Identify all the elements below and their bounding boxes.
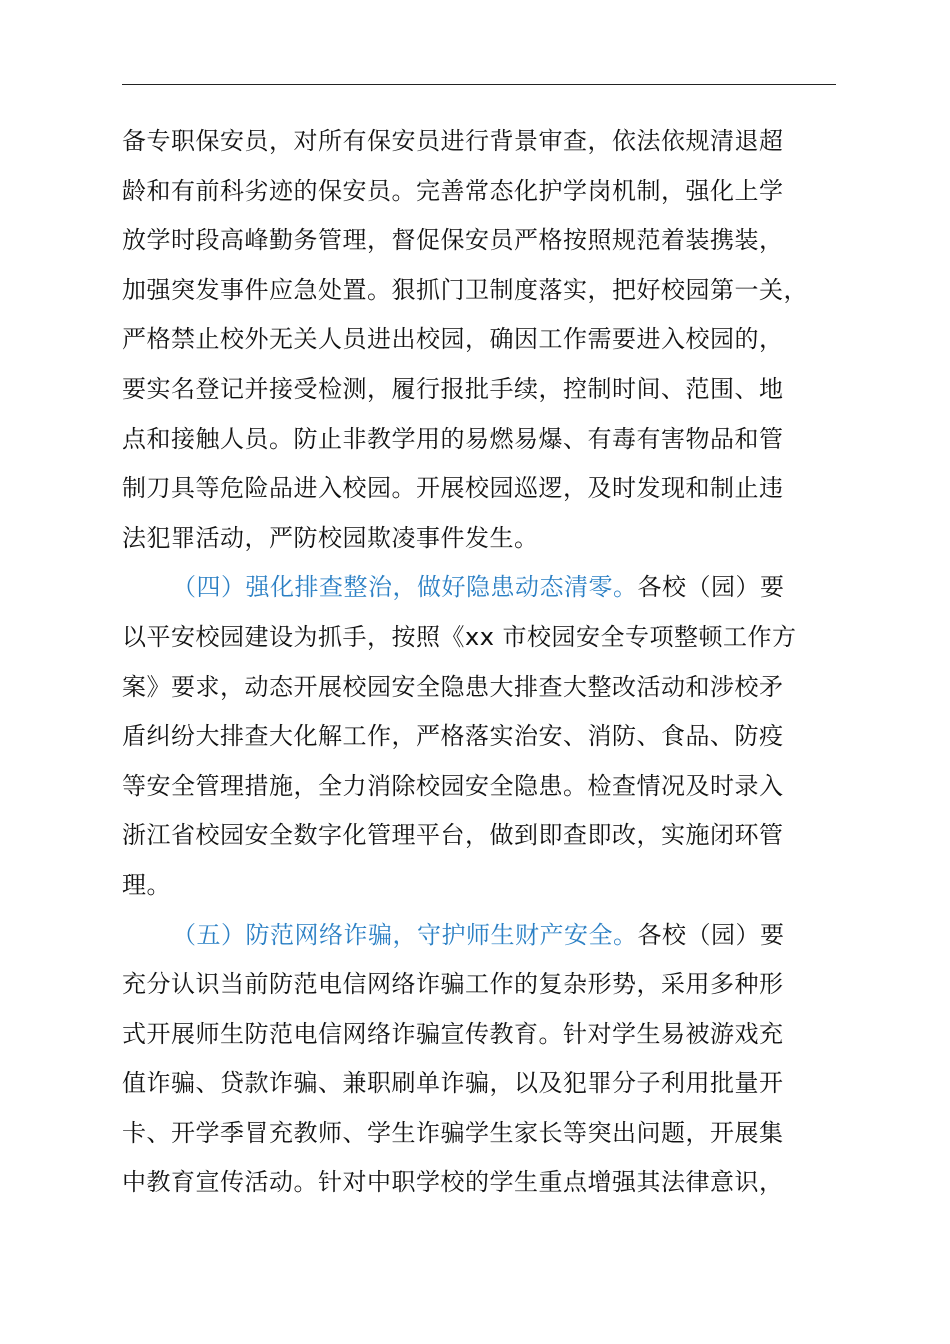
text-line: 以平安校园建设为抓手，按照《xx 市校园安全专项整顿工作方 [122,622,797,651]
section-heading-line [122,563,836,613]
text-line: 备专职保安员，对所有保安员进行背景审查，依法依规清退超 [122,127,784,155]
text-line: 盾纠纷大排查大化解工作，严格落实治安、消防、食品、防疫 [122,722,784,751]
text-line: 点和接触人员。防止非教学用的易燃易爆、有毒有害物品和管 [122,424,784,453]
text-line: 严格禁止校外无关人员进出校园，确因工作需要进入校园的， [122,325,784,354]
text-line: 放学时段高峰勤务管理，督促保安员严格按照规范着装携装， [122,226,784,255]
text-line: 制刀具等危险品进入校园。开展校园巡逻，及时发现和制止违 [122,474,784,503]
section-lead-text: 各校（园）要 [637,920,785,949]
text-line: 理。 [122,870,171,899]
header-rule [122,84,836,85]
text-line: 加强突发事件应急处置。狠抓门卫制度落实，把好校园第一关， [122,275,808,304]
text-line: 案》要求，动态开展校园安全隐患大排查大整改活动和涉校矛 [122,672,784,701]
text-line: 浙江省校园安全数字化管理平台，做到即查即改，实施闭环管 [122,821,784,850]
text-line: 龄和有前科劣迹的保安员。完善常态化护学岗机制，强化上学 [122,176,784,205]
section-heading-5: （五）防范网络诈骗，守护师生财产安全。 [172,920,638,949]
text-line: 等安全管理措施，全力消除校园安全隐患。检查情况及时录入 [122,771,784,800]
text-line: 中教育宣传活动。针对中职学校的学生重点增强其法律意识， [122,1168,784,1197]
text-line: 值诈骗、贷款诈骗、兼职刷单诈骗，以及犯罪分子利用批量开 [122,1069,784,1098]
text-line: 式开展师生防范电信网络诈骗宣传教育。针对学生易被游戏充 [122,1019,784,1048]
section-heading-4: （四）强化排查整治，做好隐患动态清零。 [172,573,638,602]
section-heading-line [122,911,836,961]
text-line: 法犯罪活动，严防校园欺凌事件发生。 [122,523,539,552]
text-line: 卡、开学季冒充教师、学生诈骗学生家长等突出问题，开展集 [122,1118,784,1147]
section-lead-text: 各校（园）要 [637,573,785,602]
text-line: 要实名登记并接受检测，履行报批手续，控制时间、范围、地 [122,374,784,403]
text-line: 充分认识当前防范电信网络诈骗工作的复杂形势，采用多种形 [122,970,784,999]
document-body [122,117,836,1208]
